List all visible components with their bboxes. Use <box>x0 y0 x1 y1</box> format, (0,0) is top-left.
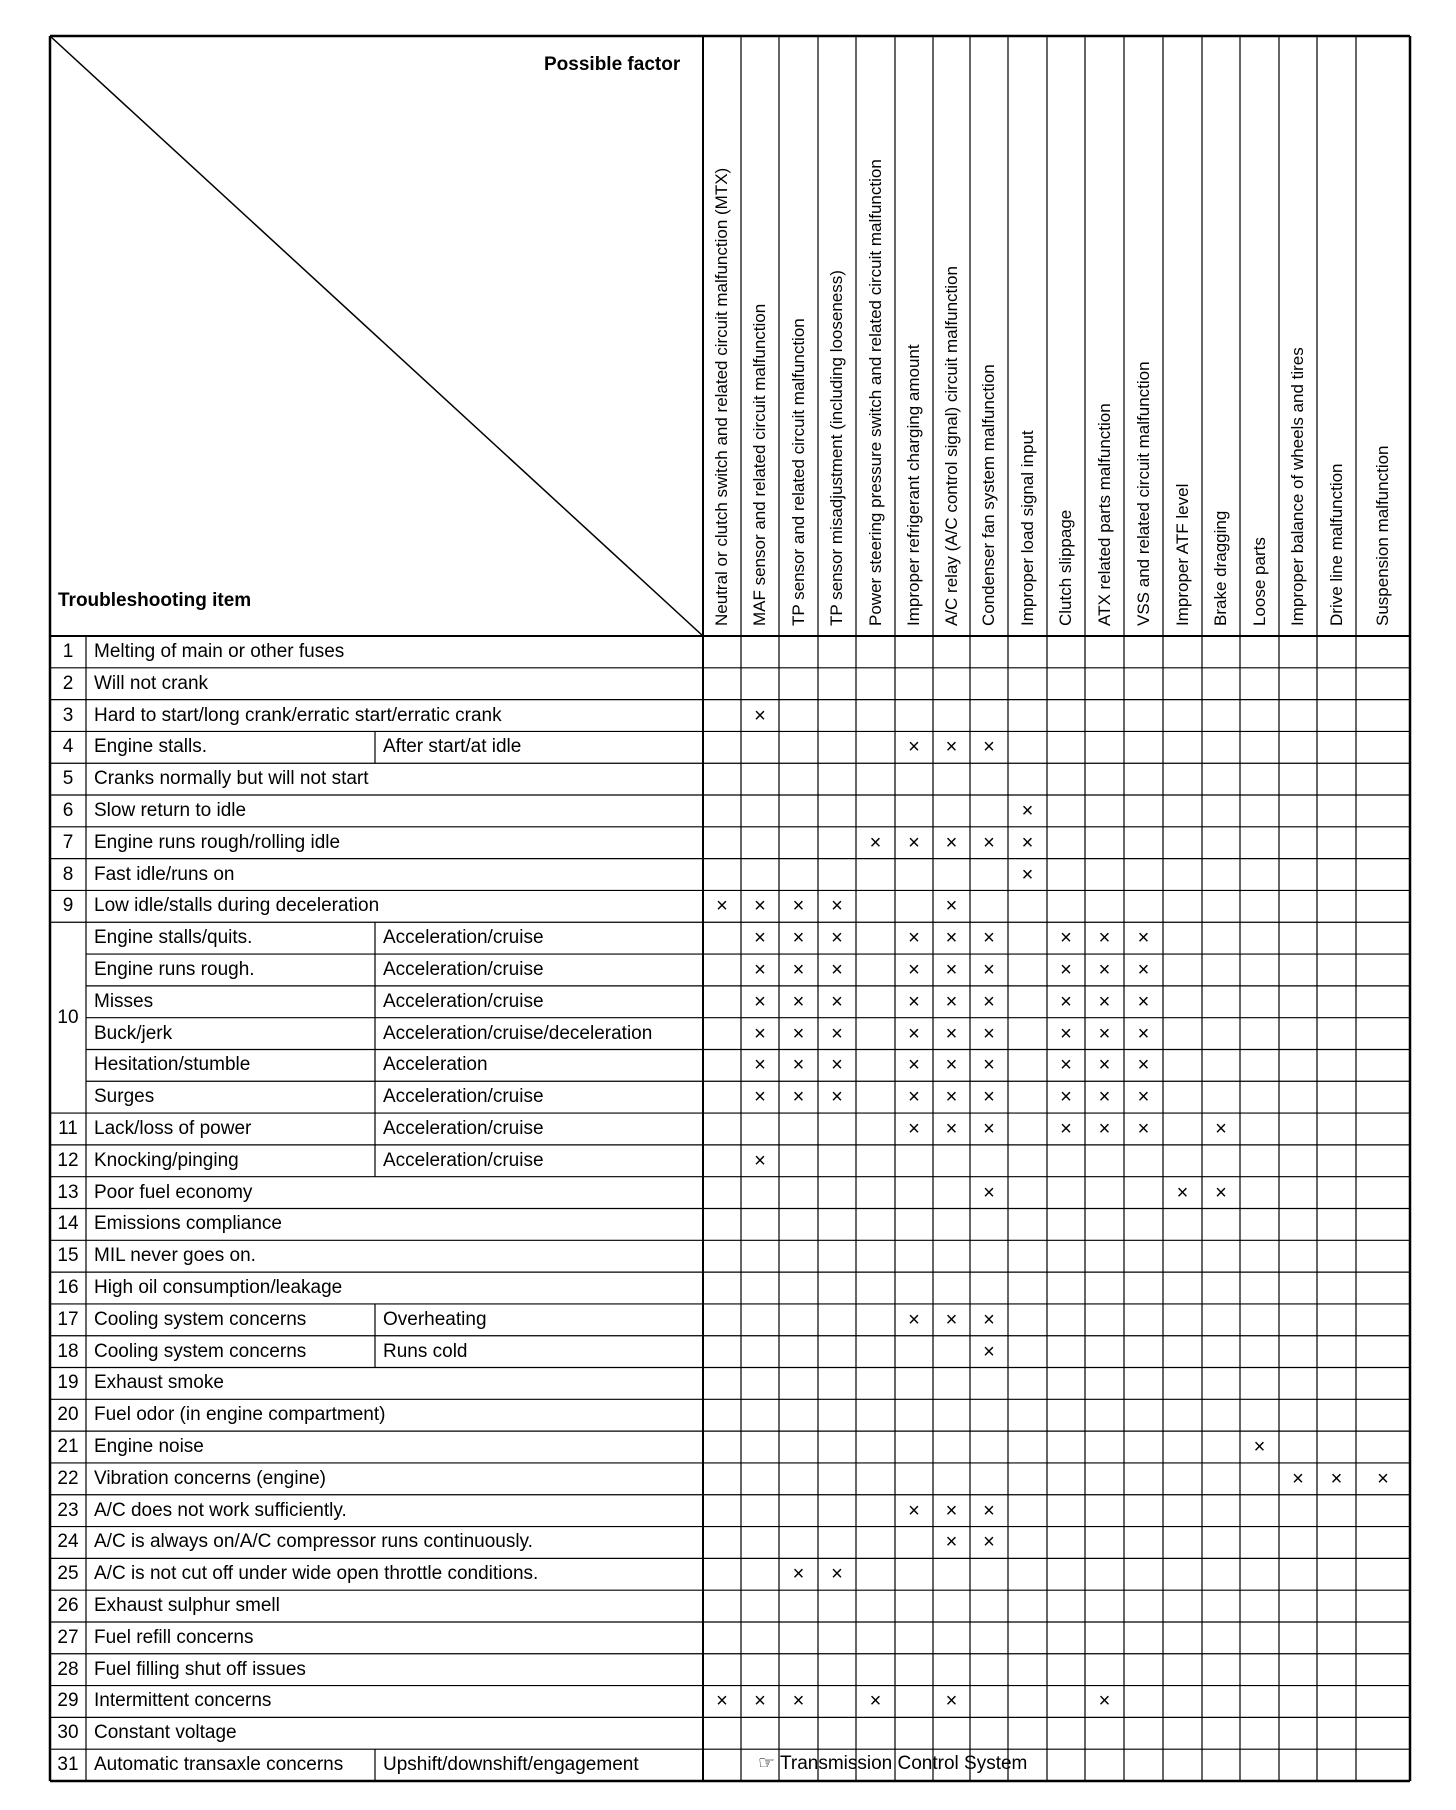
factor-mark: × <box>1060 1022 1072 1045</box>
row-condition: Runs cold <box>383 1340 468 1362</box>
row-number: 6 <box>62 799 74 821</box>
factor-mark: × <box>754 990 766 1013</box>
factor-mark: × <box>983 1531 995 1554</box>
factor-mark: × <box>908 927 920 950</box>
factor-mark: × <box>754 895 766 918</box>
row-number: 25 <box>57 1563 79 1585</box>
factor-mark: × <box>945 990 958 1013</box>
factor-mark: × <box>792 990 805 1013</box>
row-number: 30 <box>57 1722 79 1744</box>
factor-mark: × <box>792 1563 805 1586</box>
factor-header: Clutch slippage <box>1056 509 1075 626</box>
factor-header: A/C relay (A/C control signal) circuit malfunction <box>941 266 961 626</box>
factor-mark: × <box>945 958 958 981</box>
factor-mark: × <box>945 927 958 950</box>
factor-mark: × <box>1137 927 1150 950</box>
row-number: 31 <box>57 1754 79 1776</box>
row-number: 29 <box>57 1690 79 1712</box>
row-item: Slow return to idle <box>94 799 247 821</box>
row-number: 20 <box>57 1404 79 1426</box>
row-number: 12 <box>57 1149 79 1171</box>
factor-mark: × <box>831 990 843 1013</box>
row-number: 15 <box>57 1245 79 1267</box>
row-number: 22 <box>57 1467 79 1489</box>
factor-mark: × <box>1215 1117 1227 1140</box>
row-condition: Acceleration/cruise <box>383 1149 544 1171</box>
row-condition: Acceleration/cruise <box>383 1086 544 1108</box>
factor-mark: × <box>1098 990 1111 1013</box>
factor-mark: × <box>983 1308 995 1331</box>
factor-header: Power steering pressure switch and related circuit malfunction <box>865 159 885 626</box>
factor-mark: × <box>831 1022 843 1045</box>
row-item: Cranks normally but will not start <box>94 768 369 790</box>
factor-mark: × <box>945 1690 958 1713</box>
factor-mark: × <box>1060 1054 1072 1077</box>
troubleshooting-item-label: Troubleshooting item <box>58 590 252 611</box>
factor-mark: × <box>754 958 766 981</box>
factor-mark: × <box>1021 863 1034 886</box>
row-item: MIL never goes on. <box>94 1245 256 1267</box>
factor-mark: × <box>1292 1467 1304 1490</box>
row-number: 4 <box>62 736 74 758</box>
row-number: 17 <box>57 1308 79 1330</box>
factor-mark: × <box>945 1086 958 1109</box>
factor-header: Suspension malfunction <box>1373 445 1392 626</box>
factor-mark: × <box>1377 1467 1389 1490</box>
header-diagonal-line <box>50 36 703 636</box>
factor-mark: × <box>831 927 843 950</box>
row-condition: Upshift/downshift/engagement <box>383 1754 639 1776</box>
factor-mark: × <box>908 1054 920 1077</box>
row-item: High oil consumption/leakage <box>94 1277 343 1298</box>
factor-mark: × <box>945 1531 958 1554</box>
row-item: Vibration concerns (engine) <box>94 1467 327 1489</box>
factor-header: MAF sensor and related circuit malfunction <box>750 303 769 626</box>
factor-mark: × <box>983 1340 995 1363</box>
row-condition: Acceleration/cruise <box>383 990 544 1012</box>
row-item: Cooling system concerns <box>94 1308 307 1330</box>
factor-mark: × <box>1137 958 1150 981</box>
factor-mark: × <box>792 1690 805 1713</box>
factor-mark: × <box>1060 958 1072 981</box>
factor-mark: × <box>983 958 995 981</box>
factor-mark: × <box>983 990 995 1013</box>
factor-mark: × <box>1021 799 1034 822</box>
factor-mark: × <box>1098 1022 1111 1045</box>
factor-mark: × <box>1098 1086 1111 1109</box>
factor-mark: × <box>754 927 766 950</box>
row-item: Fuel refill concerns <box>94 1626 254 1648</box>
factor-mark: × <box>1137 1117 1150 1140</box>
row-number: 24 <box>57 1531 79 1553</box>
row-item: A/C is not cut off under wide open throttle conditions. <box>94 1563 539 1585</box>
factor-mark: × <box>983 1022 995 1045</box>
factor-mark: × <box>945 1054 958 1077</box>
factor-mark: × <box>754 1086 766 1109</box>
row-number: 1 <box>62 640 74 662</box>
factor-mark: × <box>716 1690 728 1713</box>
factor-mark: × <box>1098 1690 1111 1713</box>
row-item: Automatic transaxle concerns <box>94 1754 344 1776</box>
row-item: Fuel filling shut off issues <box>94 1658 306 1680</box>
factor-mark: × <box>983 736 995 759</box>
factor-mark: × <box>983 1086 995 1109</box>
row-number: 28 <box>57 1658 79 1680</box>
factor-header: TP sensor misadjustment (including looseness) <box>827 270 846 626</box>
factor-mark: × <box>908 958 920 981</box>
factor-mark: × <box>1137 990 1150 1013</box>
row-item: Poor fuel economy <box>94 1181 253 1203</box>
factor-mark: × <box>1098 1054 1111 1077</box>
row-item: Surges <box>94 1086 155 1108</box>
row-number: 27 <box>57 1626 79 1648</box>
factor-mark: × <box>754 1149 766 1172</box>
row-condition: Acceleration <box>383 1054 488 1076</box>
row-item: A/C does not work sufficiently. <box>94 1499 347 1521</box>
factor-mark: × <box>908 736 920 759</box>
factor-header: TP sensor and related circuit malfunction <box>788 318 808 626</box>
factor-mark: × <box>754 1054 766 1077</box>
factor-mark: × <box>1215 1181 1227 1204</box>
factor-mark: × <box>983 1054 995 1077</box>
row-item: Engine stalls/quits. <box>94 927 253 949</box>
row-number: 9 <box>62 895 74 917</box>
row-number: 23 <box>57 1499 79 1521</box>
factor-mark: × <box>1137 1022 1150 1045</box>
row-item: Hesitation/stumble <box>94 1054 251 1076</box>
factor-mark: × <box>754 1022 766 1045</box>
row-condition: After start/at idle <box>383 736 522 758</box>
factor-header: ATX related parts malfunction <box>1094 403 1114 626</box>
factor-header: Loose parts <box>1249 537 1269 626</box>
row-number: 21 <box>57 1436 79 1458</box>
factor-header: Brake dragging <box>1211 510 1230 626</box>
row-item: Buck/jerk <box>94 1022 173 1044</box>
factor-mark: × <box>754 1690 766 1713</box>
factor-mark: × <box>1060 927 1072 950</box>
factor-mark: × <box>1098 958 1111 981</box>
factor-mark: × <box>1098 927 1111 950</box>
factor-mark: × <box>1060 990 1072 1013</box>
row-number: 10 <box>57 1006 79 1028</box>
factor-mark: × <box>831 895 843 918</box>
row-number: 26 <box>57 1595 79 1617</box>
factor-mark: × <box>908 1086 920 1109</box>
factor-mark: × <box>945 1308 958 1331</box>
factor-mark: × <box>1253 1436 1266 1459</box>
factor-mark: × <box>869 1690 882 1713</box>
factor-header: Improper refrigerant charging amount <box>904 344 923 626</box>
factor-mark: × <box>983 927 995 950</box>
row-item: Cooling system concerns <box>94 1340 307 1362</box>
factor-mark: × <box>945 1117 958 1140</box>
factor-mark: × <box>908 831 920 854</box>
row-number: 14 <box>57 1213 79 1235</box>
factor-mark: × <box>983 1499 995 1522</box>
factor-mark: × <box>792 895 805 918</box>
row-number: 11 <box>58 1117 78 1139</box>
factor-header: VSS and related circuit malfunction <box>1133 361 1153 626</box>
factor-mark: × <box>754 704 766 727</box>
row-item: Exhaust sulphur smell <box>94 1595 280 1617</box>
factor-mark: × <box>792 927 805 950</box>
factor-mark: × <box>945 1022 958 1045</box>
factor-header: Condenser fan system malfunction <box>979 364 998 626</box>
row-number: 16 <box>57 1277 79 1298</box>
factor-mark: × <box>831 1086 843 1109</box>
row-condition: Acceleration/cruise <box>383 1117 544 1139</box>
row-condition: Acceleration/cruise <box>383 958 544 980</box>
row-item: Lack/loss of power <box>94 1117 252 1139</box>
row-number: 19 <box>57 1372 79 1394</box>
factor-mark: × <box>1060 1117 1072 1140</box>
factor-mark: × <box>908 1308 920 1331</box>
row-item: A/C is always on/A/C compressor runs continuously. <box>94 1531 533 1553</box>
factor-mark: × <box>716 895 728 918</box>
row-item: Emissions compliance <box>94 1213 282 1235</box>
factor-mark: × <box>1060 1086 1072 1109</box>
factor-mark: × <box>983 831 995 854</box>
factor-mark: × <box>945 1499 958 1522</box>
row-item: Fast idle/runs on <box>94 863 235 885</box>
factor-mark: × <box>869 831 882 854</box>
row-number: 3 <box>62 704 74 726</box>
factor-mark: × <box>1137 1086 1150 1109</box>
row-number: 7 <box>62 831 74 853</box>
factor-mark: × <box>1176 1181 1189 1204</box>
factor-mark: × <box>792 1022 805 1045</box>
factor-header: Improper balance of wheels and tires <box>1288 347 1307 626</box>
row-number: 13 <box>57 1181 79 1203</box>
factor-mark: × <box>1330 1467 1343 1490</box>
row-number: 18 <box>57 1340 79 1362</box>
row-number: 8 <box>62 863 74 885</box>
factor-mark: × <box>1137 1054 1150 1077</box>
row-condition: Overheating <box>383 1308 487 1330</box>
factor-mark: × <box>792 1054 805 1077</box>
factor-mark: × <box>1098 1117 1111 1140</box>
factor-mark: × <box>908 990 920 1013</box>
row-item: Melting of main or other fuses <box>94 640 345 662</box>
row-item: Exhaust smoke <box>94 1372 224 1394</box>
factor-mark: × <box>792 1086 805 1109</box>
row-item: Constant voltage <box>94 1722 237 1744</box>
row-item: Fuel odor (in engine compartment) <box>94 1404 386 1426</box>
row-item: Engine stalls. <box>94 736 208 758</box>
factor-mark: × <box>831 958 843 981</box>
factor-header: Improper ATF level <box>1172 483 1192 626</box>
row-item: Hard to start/long crank/erratic start/erratic crank <box>94 704 502 726</box>
factor-header: Neutral or clutch switch and related circuit malfunction (MTX) <box>712 167 731 626</box>
factor-mark: × <box>831 1563 843 1586</box>
possible-factor-label: Possible factor <box>544 54 681 75</box>
factor-mark: × <box>908 1499 920 1522</box>
factor-mark: × <box>945 736 958 759</box>
row-item: Engine runs rough/rolling idle <box>94 831 341 853</box>
row-condition: Acceleration/cruise <box>383 927 544 949</box>
factor-mark: × <box>983 1117 995 1140</box>
factor-header: Improper load signal input <box>1017 430 1037 626</box>
row-item: Will not crank <box>94 672 209 694</box>
row-item: Misses <box>94 990 154 1012</box>
factor-header: Drive line malfunction <box>1326 463 1346 626</box>
row-item: Engine runs rough. <box>94 958 255 980</box>
row-item: Low idle/stalls during deceleration <box>94 895 380 917</box>
factor-mark: × <box>908 1117 920 1140</box>
factor-mark: × <box>945 831 958 854</box>
row-number: 2 <box>62 672 74 694</box>
row-number: 5 <box>62 768 74 790</box>
row-item: Knocking/pinging <box>94 1149 239 1171</box>
row-item: Engine noise <box>94 1436 204 1458</box>
factor-mark: × <box>908 1022 920 1045</box>
transmission-note: ☞ Transmission Control System <box>758 1753 1028 1774</box>
row-condition: Acceleration/cruise/deceleration <box>383 1022 653 1044</box>
factor-mark: × <box>792 958 805 981</box>
factor-mark: × <box>831 1054 843 1077</box>
row-item: Intermittent concerns <box>94 1690 272 1712</box>
factor-mark: × <box>1021 831 1034 854</box>
factor-mark: × <box>945 895 958 918</box>
factor-mark: × <box>983 1181 995 1204</box>
